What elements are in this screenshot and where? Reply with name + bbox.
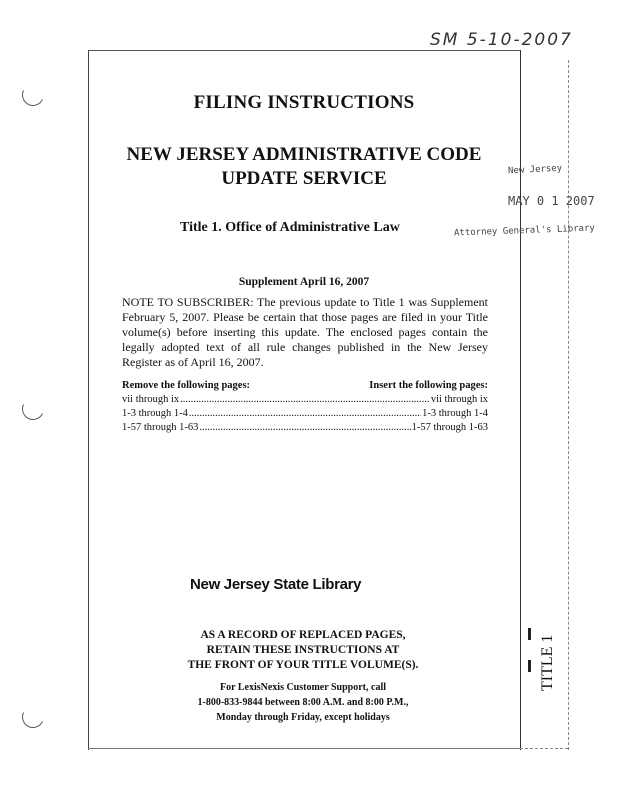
stamp-line-1: New Jersey bbox=[507, 163, 563, 177]
insert-pages: 1-3 through 1-4 bbox=[422, 408, 488, 419]
support-line-3: Monday through Friday, except holidays bbox=[216, 712, 390, 723]
retain-line-2: RETAIN THESE INSTRUCTIONS AT bbox=[206, 644, 400, 656]
library-stamp: New Jersey State Library bbox=[190, 576, 362, 593]
title-heading: Title 1. Office of Administrative Law bbox=[180, 220, 400, 235]
pages-table bbox=[122, 379, 488, 435]
retain-instructions bbox=[140, 628, 466, 673]
note-to-subscriber: NOTE TO SUBSCRIBER: The previous update to Title 1 was Supplement February 5, 2007. Please be certain that those pages are filed in your Title volume(s) before inserting this update. The enclosed pages contain the legally adopted text of all rule changes published in the New Jersey Register as of April 16, 2007. bbox=[122, 295, 488, 369]
remove-header: Remove the following pages: bbox=[122, 380, 251, 391]
table-row bbox=[122, 407, 488, 421]
stamp-date: MAY 0 1 2007 bbox=[508, 194, 595, 208]
insert-pages: vii through ix bbox=[430, 394, 488, 405]
stamp-line-3: Attorney General's Library bbox=[453, 223, 596, 239]
tab-mark bbox=[528, 628, 531, 640]
tab-edge bbox=[568, 60, 570, 750]
table-row bbox=[122, 421, 488, 435]
subtitle-line-2: UPDATE SERVICE bbox=[221, 168, 387, 189]
retain-line-1: AS A RECORD OF REPLACED PAGES, bbox=[200, 629, 406, 641]
tab-bottom-edge bbox=[520, 748, 568, 750]
pages-table-header bbox=[122, 379, 488, 393]
leader-dots bbox=[189, 407, 421, 421]
tab-mark bbox=[528, 660, 531, 672]
insert-pages: 1-57 through 1-63 bbox=[411, 422, 488, 433]
punch-hole-middle bbox=[19, 395, 47, 423]
support-line-1: For LexisNexis Customer Support, call bbox=[219, 682, 386, 693]
support-line-2: 1-800-833-9844 between 8:00 A.M. and 8:00 P.M., bbox=[197, 697, 409, 708]
remove-pages: 1-3 through 1-4 bbox=[122, 408, 188, 419]
customer-support bbox=[140, 680, 466, 725]
retain-line-3: THE FRONT OF YOUR TITLE VOLUME(S). bbox=[187, 659, 419, 671]
page-border-bottom bbox=[88, 748, 520, 749]
page-title: FILING INSTRUCTIONS bbox=[193, 92, 415, 113]
page-border-top bbox=[88, 50, 520, 51]
remove-pages: 1-57 through 1-63 bbox=[122, 422, 199, 433]
handwritten-note: SM 5-10-2007 bbox=[430, 30, 573, 50]
leader-dots bbox=[199, 421, 410, 435]
subtitle-line-1: NEW JERSEY ADMINISTRATIVE CODE bbox=[126, 144, 482, 165]
punch-hole-top bbox=[19, 81, 47, 109]
insert-header: Insert the following pages: bbox=[369, 380, 488, 391]
supplement-date: Supplement April 16, 2007 bbox=[238, 276, 370, 288]
title-tab bbox=[535, 605, 565, 695]
remove-pages: vii through ix bbox=[122, 394, 180, 405]
leader-dots bbox=[180, 393, 430, 407]
table-row bbox=[122, 393, 488, 407]
title-tab-label: TITLE 1 bbox=[539, 634, 556, 691]
tab-divider bbox=[520, 50, 521, 750]
punch-hole-bottom bbox=[19, 703, 47, 731]
